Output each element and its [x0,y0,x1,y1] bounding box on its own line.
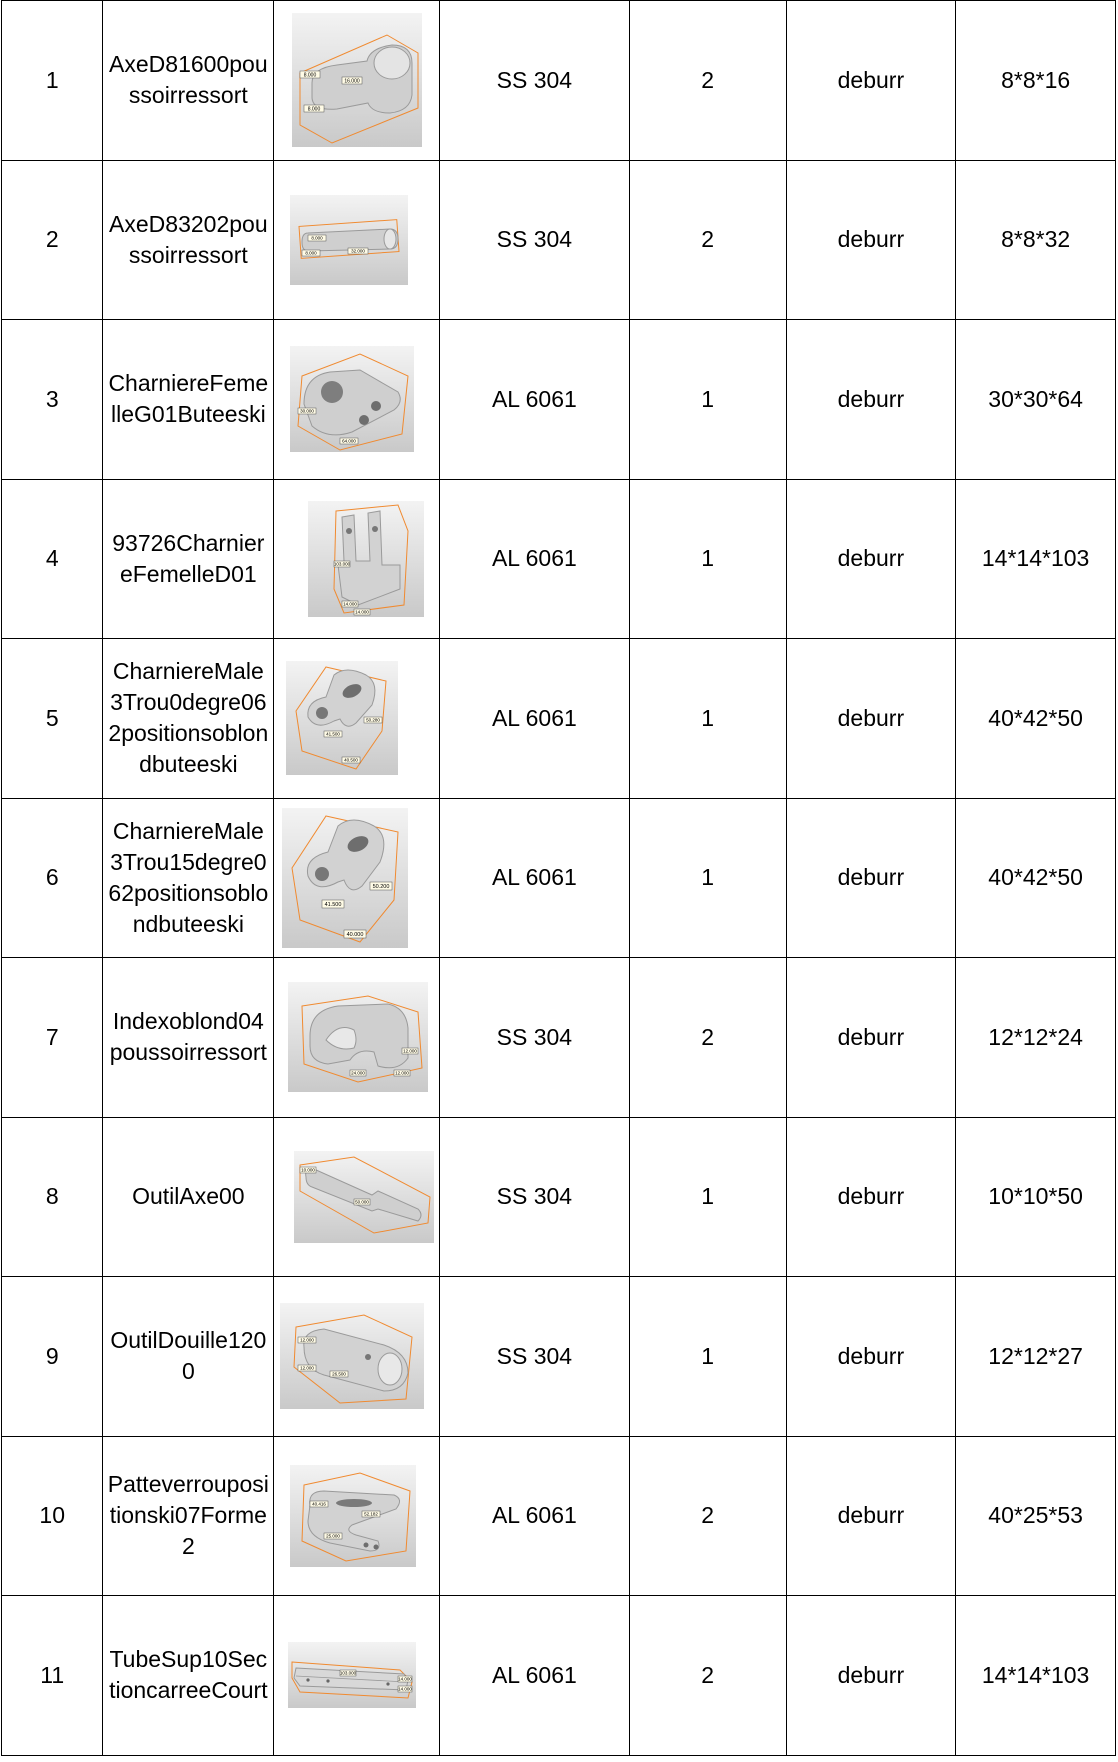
quantity: 1 [629,1277,786,1437]
row-number: 2 [2,160,103,320]
dim-label: 8.000 [311,235,323,241]
dim-label: 10.000 [301,1167,316,1173]
dimensions: 14*14*103 [956,1596,1116,1756]
part-name: TubeSup10SectioncarreeCourt [103,1596,274,1756]
part-thumbnail-cell [274,1436,440,1596]
table-row [2,1596,1116,1756]
dimensions: 12*12*24 [956,958,1116,1118]
part-10-icon [290,1465,416,1567]
row-number: 3 [2,320,103,480]
dim-label: 12.000 [300,1337,315,1343]
part-name: OutilDouille1200 [103,1277,274,1437]
material: SS 304 [439,958,629,1118]
dim-label: 40.416 [312,1501,327,1507]
dimensions: 10*10*50 [956,1117,1116,1277]
quantity: 2 [629,1,786,161]
part-thumbnail-cell [274,958,440,1118]
part-name: Patteverroupositionski07Forme2 [103,1436,274,1596]
dim-label: 12.000 [395,1070,410,1076]
dim-label: 16.000 [343,78,360,85]
part-thumbnail-cell [274,639,440,799]
part-name: CharniereFemelleG01Buteeski [103,320,274,480]
row-number: 11 [2,1596,103,1756]
row-number: 7 [2,958,103,1118]
quantity: 1 [629,1117,786,1277]
row-number: 9 [2,1277,103,1437]
part-9-icon [280,1303,424,1409]
dim-label: 8.000 [305,250,317,256]
quantity: 1 [629,639,786,799]
finish: deburr [786,1436,956,1596]
table-row [2,958,1116,1118]
material: AL 6061 [439,798,629,958]
part-name: Indexoblond04poussoirressort [103,958,274,1118]
material: AL 6061 [439,1596,629,1756]
dim-label: 8.000 [303,72,316,79]
row-number: 1 [2,1,103,161]
table-row [2,160,1116,320]
finish: deburr [786,798,956,958]
dim-label: 24.000 [351,1070,366,1076]
quantity: 2 [629,1596,786,1756]
part-name: AxeD83202poussoirressort [103,160,274,320]
dim-label: 103.000 [340,1670,357,1676]
quantity: 2 [629,1436,786,1596]
part-7-icon [288,982,428,1092]
part-thumbnail-cell [274,320,440,480]
dim-label: 50.280 [366,717,381,723]
dim-label: 52.182 [364,1511,379,1517]
part-6-icon [282,808,408,948]
finish: deburr [786,1117,956,1277]
dimensions: 14*14*103 [956,479,1116,639]
finish: deburr [786,958,956,1118]
part-5-icon [286,661,398,775]
material: SS 304 [439,1277,629,1437]
part-thumbnail-cell [274,798,440,958]
part-2-icon [290,195,408,285]
dim-label: 12.000 [403,1048,418,1054]
dimensions: 12*12*27 [956,1277,1116,1437]
finish: deburr [786,1596,956,1756]
table-row [2,1436,1116,1596]
material: AL 6061 [439,1436,629,1596]
quantity: 2 [629,160,786,320]
table-row [2,320,1116,480]
dimensions: 40*42*50 [956,639,1116,799]
row-number: 4 [2,479,103,639]
dim-label: 41.500 [326,731,341,737]
part-3-icon [290,346,414,452]
quantity: 1 [629,798,786,958]
dim-label: 41.500 [324,901,342,908]
part-thumbnail-cell [274,1,440,161]
part-thumbnail-cell [274,1117,440,1277]
material: AL 6061 [439,479,629,639]
dim-label: 14.000 [343,601,358,607]
quantity: 1 [629,479,786,639]
part-thumbnail-cell [274,160,440,320]
quantity: 1 [629,320,786,480]
part-name: 93726CharniereFemelleD01 [103,479,274,639]
dim-label: 30.000 [300,408,315,414]
dim-label: 14.000 [398,1686,413,1692]
row-number: 10 [2,1436,103,1596]
part-name: AxeD81600poussoirressort [103,1,274,161]
dim-label: 14.000 [355,609,370,615]
part-name: CharniereMale3Trou15degre062positionsoblondbuteeski [103,798,274,958]
table-row [2,639,1116,799]
part-8-icon [294,1151,434,1243]
dim-label: 40.000 [346,931,364,938]
material: SS 304 [439,1,629,161]
row-number: 6 [2,798,103,958]
material: SS 304 [439,160,629,320]
table-row [2,479,1116,639]
material: SS 304 [439,1117,629,1277]
dim-label: 50.000 [355,1199,370,1205]
dim-label: 26.500 [332,1371,347,1377]
part-thumbnail-cell [274,1277,440,1437]
dim-label: 14.000 [398,1676,413,1682]
dimensions: 40*25*53 [956,1436,1116,1596]
finish: deburr [786,479,956,639]
table-row [2,1,1116,161]
part-1-icon [292,13,422,147]
part-name: OutilAxe00 [103,1117,274,1277]
table-row [2,1117,1116,1277]
dim-label: 12.000 [300,1365,315,1371]
table-row [2,1277,1116,1437]
dimensions: 30*30*64 [956,320,1116,480]
parts-table [1,0,1116,1756]
table-row [2,798,1116,958]
dimensions: 8*8*32 [956,160,1116,320]
finish: deburr [786,1,956,161]
dim-label: 50.200 [372,883,390,890]
row-number: 8 [2,1117,103,1277]
part-name: CharniereMale3Trou0degre062positionsoblondbuteeski [103,639,274,799]
dim-label: 40.500 [344,757,359,763]
material: AL 6061 [439,639,629,799]
part-4-icon [308,501,424,617]
finish: deburr [786,1277,956,1437]
material: AL 6061 [439,320,629,480]
dim-label: 32.000 [351,248,366,254]
finish: deburr [786,639,956,799]
dimensions: 8*8*16 [956,1,1116,161]
dim-label: 103.000 [334,561,351,567]
part-thumbnail-cell [274,479,440,639]
row-number: 5 [2,639,103,799]
part-11-icon [288,1642,416,1708]
dim-label: 8.000 [307,106,320,113]
dim-label: 64.000 [342,438,357,444]
finish: deburr [786,160,956,320]
dim-label: 25.000 [326,1533,341,1539]
finish: deburr [786,320,956,480]
dimensions: 40*42*50 [956,798,1116,958]
quantity: 2 [629,958,786,1118]
part-thumbnail-cell [274,1596,440,1756]
